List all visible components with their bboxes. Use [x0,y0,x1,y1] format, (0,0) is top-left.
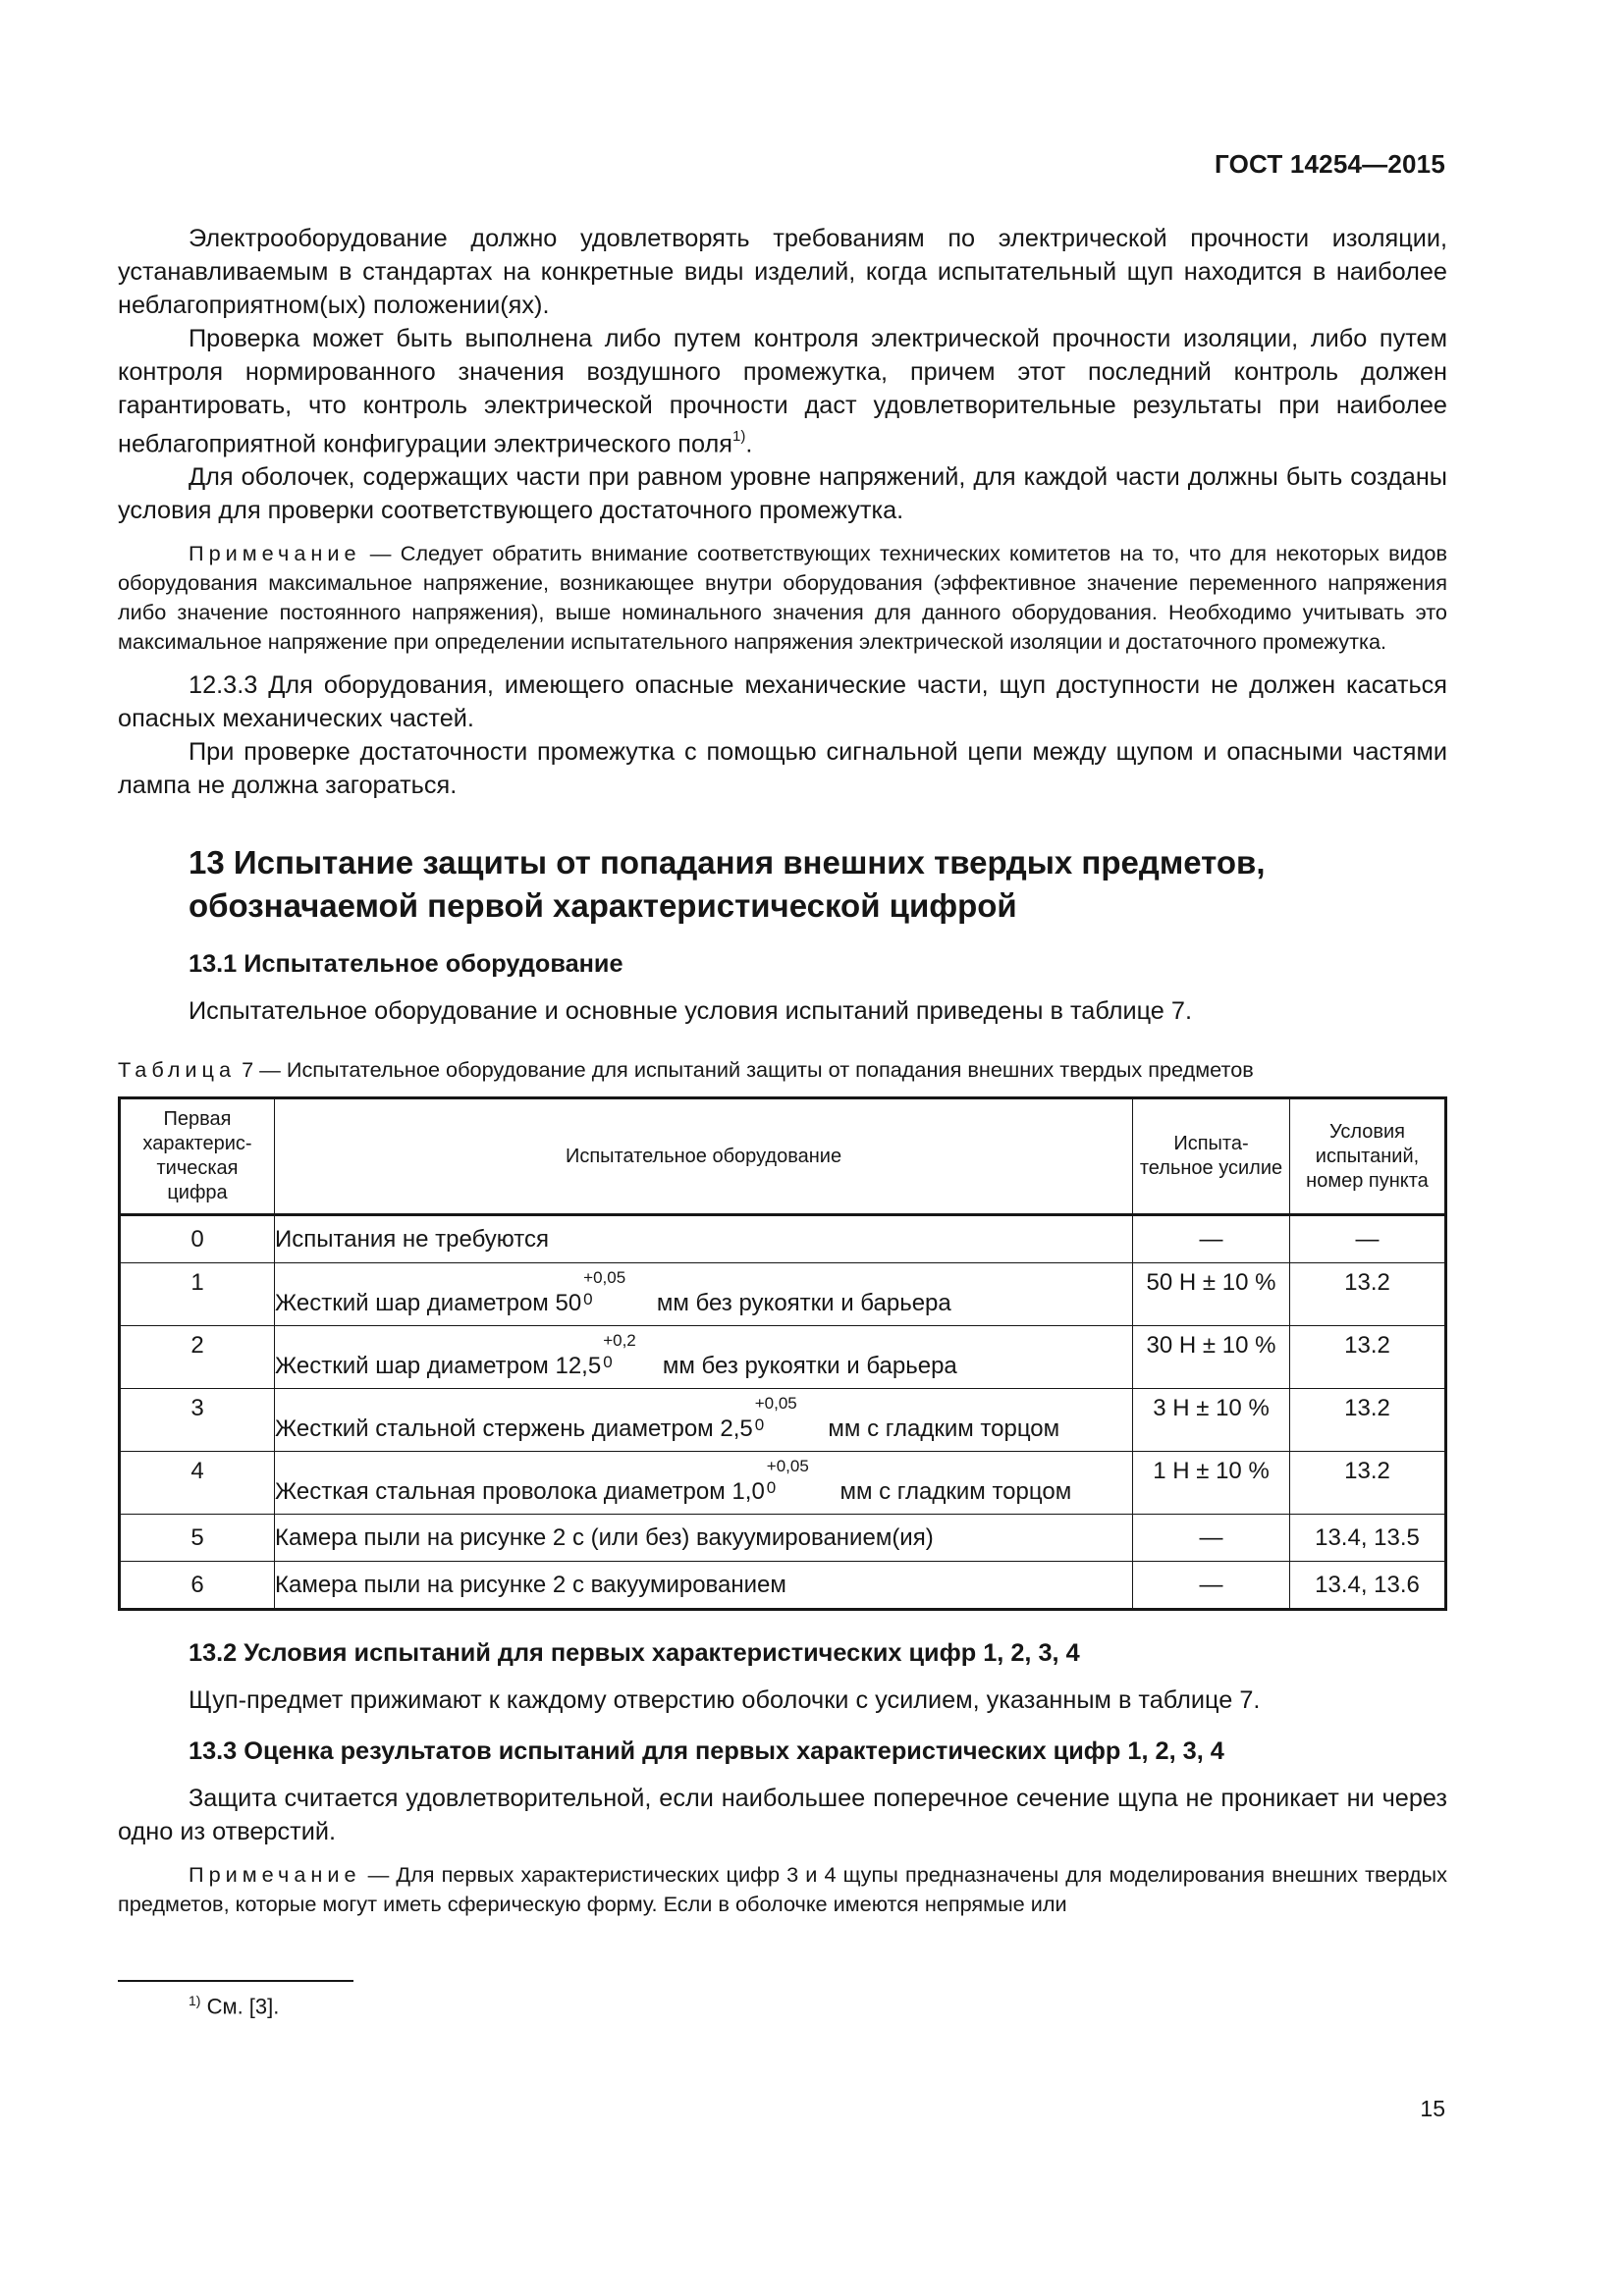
page-content [118,222,1447,2022]
paragraph [118,322,1447,460]
cell-digit: 2 [120,1326,275,1389]
table-caption-text: 7 — Испытательное оборудование для испытаний защиты от попадания внешних твердых предметов [242,1057,1254,1083]
table-row [120,1515,1446,1562]
table-row [120,1263,1446,1326]
cell-force: 30 Н ± 10 % [1133,1326,1290,1389]
header-conditions: Условия испытаний, номер пункта [1290,1098,1446,1215]
header-digit: Первая характерис- тическая цифра [120,1098,275,1215]
tolerance-upper: +0,2 [603,1331,636,1351]
document-header: ГОСТ 14254—2015 [1215,149,1445,179]
header-force: Испыта- тельное усилие [1133,1098,1290,1215]
cell-clause: — [1290,1215,1446,1263]
tolerance-upper: +0,05 [766,1457,809,1476]
paragraph: Электрооборудование должно удовлетворять требованиям по электрической прочности изоляции, устанавливаемым в стандартах на конкретные виды изделий, когда испытательный щуп находится в наиболее неблагоприятном(ых) положении(ях). [118,225,1447,319]
paragraph: При проверке достаточности промежутка с помощью сигнальной цепи между щупом и опасными частями лампа не должна загораться. [118,738,1447,800]
tolerance-lower: 0 [754,1415,765,1435]
cell-equipment [275,1389,1133,1452]
equipment-text: Жесткий стальной стержень диаметром [275,1415,721,1443]
table-row [120,1389,1446,1452]
cell-digit: 3 [120,1389,275,1452]
cell-equipment: Испытания не требуются [275,1215,1133,1263]
cell-equipment [275,1263,1133,1326]
cell-equipment [275,1326,1133,1389]
tolerance-lower: 0 [603,1353,613,1372]
table-caption [118,1055,1447,1085]
paragraph: Щуп-предмет прижимают к каждому отверстию оболочки с усилием, указанным в таблице 7. [189,1686,1261,1715]
cell-clause: 13.2 [1290,1326,1446,1389]
footnote-text: См. [3]. [200,1994,280,2019]
footnote-mark: 1) [189,1993,201,2009]
cell-force: — [1133,1515,1290,1562]
equipment-text-end: мм без рукоятки и барьера [656,1353,957,1380]
diameter-value: 1,0 [731,1478,765,1506]
cell-clause: 13.4, 13.6 [1290,1562,1446,1610]
equipment-text-end: мм с гладким торцом [821,1415,1060,1443]
cell-digit: 0 [120,1215,275,1263]
table-7 [118,1096,1447,1611]
equipment-text: Жесткий шар диаметром [275,1353,556,1380]
cell-force: 3 Н ± 10 % [1133,1389,1290,1452]
cell-digit: 1 [120,1263,275,1326]
cell-clause: 13.2 [1290,1389,1446,1452]
page-number: 15 [1420,2096,1445,2121]
equipment-text: Жесткая стальная проволока диаметром [275,1478,732,1506]
tolerance [583,1268,650,1310]
note-text: Для первых характеристических цифр 3 и 4 щупы предназначены для моделирования внешних твердых предметов, которые могут иметь сферическую форму. Если в оболочке имеются непрямые или [118,1862,1447,1917]
cell-digit: 4 [120,1452,275,1515]
paragraph: Для оболочек, содержащих части при равном уровне напряжений, для каждой части должны быть созданы условия для проверки соответствующего достаточного промежутка. [118,463,1447,525]
cell-equipment [275,1452,1133,1515]
table-row [120,1215,1446,1263]
paragraph-text: Проверка может быть выполнена либо путем контроля электрической прочности изоляции, либо путем контроля нормированного значения воздушного промежутка, причем этот последний контроль должен гарантировать, что контроль электрической прочности даст удовлетворительные результаты при наиболее неблагоприятной конфигурации электрического поля [118,325,1447,458]
note [118,1860,1447,1919]
section-title-line: обозначаемой первой характеристической цифрой [189,887,1017,925]
paragraph-end-punct: . [745,430,753,458]
tolerance [603,1331,656,1373]
table-row [120,1326,1446,1389]
tolerance-lower: 0 [583,1290,593,1309]
diameter-value: 2,5 [720,1415,753,1443]
cell-force: 50 Н ± 10 % [1133,1263,1290,1326]
table-row [120,1452,1446,1515]
tolerance-upper: +0,05 [583,1268,626,1288]
note-text: Следует обратить внимание соответствующих технических комитетов на то, что для некоторых видов оборудования максимальное напряжение, возникающее внутри оборудования (эффективное значение переменного напряжения либо значение постоянного напряжения), выше номинального значения для данного оборудования. Необходимо учитывать это максимальное напряжение при определении испытательного напряжения электрической изоляции и достаточного промежутка. [118,541,1447,655]
cell-equipment: Камера пыли на рисунке 2 с вакуумированием [275,1562,1133,1610]
footnote-reference: 1) [731,428,746,445]
diameter-value: 12,5 [555,1353,602,1380]
table-header-row [120,1098,1446,1215]
subsection-13-1-title: 13.1 Испытательное оборудование [189,950,623,979]
cell-force: 1 Н ± 10 % [1133,1452,1290,1515]
cell-force: — [1133,1562,1290,1610]
equipment-text-end: мм с гладким торцом [833,1478,1072,1506]
note-label: Примечание [189,541,361,566]
footnote-separator [118,1980,353,1982]
subsection-13-2-title: 13.2 Условия испытаний для первых характеристических цифр 1, 2, 3, 4 [189,1639,1080,1668]
paragraph: Испытательное оборудование и основные условия испытаний приведены в таблице 7. [189,997,1192,1026]
equipment-text: Жесткий шар диаметром [275,1290,556,1317]
paragraph: 12.3.3 Для оборудования, имеющего опасные механические части, щуп доступности не должен касаться опасных механических частей. [118,671,1447,733]
note-dash: — [360,541,401,566]
note-label: Примечание [189,1862,361,1888]
tolerance-lower: 0 [766,1478,777,1498]
section-13-title [118,841,1447,928]
section-title-line: 13 Испытание защиты от попадания внешних твердых предметов, [189,844,1266,881]
table-caption-label: Таблица [118,1057,237,1083]
cell-equipment: Камера пыли на рисунке 2 с (или без) вакуумированием(ия) [275,1515,1133,1562]
footnote [118,1986,1447,2021]
cell-digit: 5 [120,1515,275,1562]
table-row [120,1562,1446,1610]
equipment-text-end: мм без рукоятки и барьера [650,1290,951,1317]
cell-clause: 13.2 [1290,1263,1446,1326]
paragraph: Защита считается удовлетворительной, если наибольшее поперечное сечение щупа не проникает ни через одно из отверстий. [118,1785,1447,1846]
diameter-value: 50 [555,1290,582,1317]
cell-force: — [1133,1215,1290,1263]
subsection-13-3-title: 13.3 Оценка результатов испытаний для первых характеристических цифр 1, 2, 3, 4 [189,1737,1224,1766]
cell-clause: 13.2 [1290,1452,1446,1515]
cell-digit: 6 [120,1562,275,1610]
note-dash: — [360,1862,397,1888]
tolerance-upper: +0,05 [754,1394,797,1414]
tolerance [754,1394,822,1436]
cell-clause: 13.4, 13.5 [1290,1515,1446,1562]
header-equipment: Испытательное оборудование [275,1098,1133,1215]
note [118,539,1447,657]
tolerance [766,1457,834,1499]
